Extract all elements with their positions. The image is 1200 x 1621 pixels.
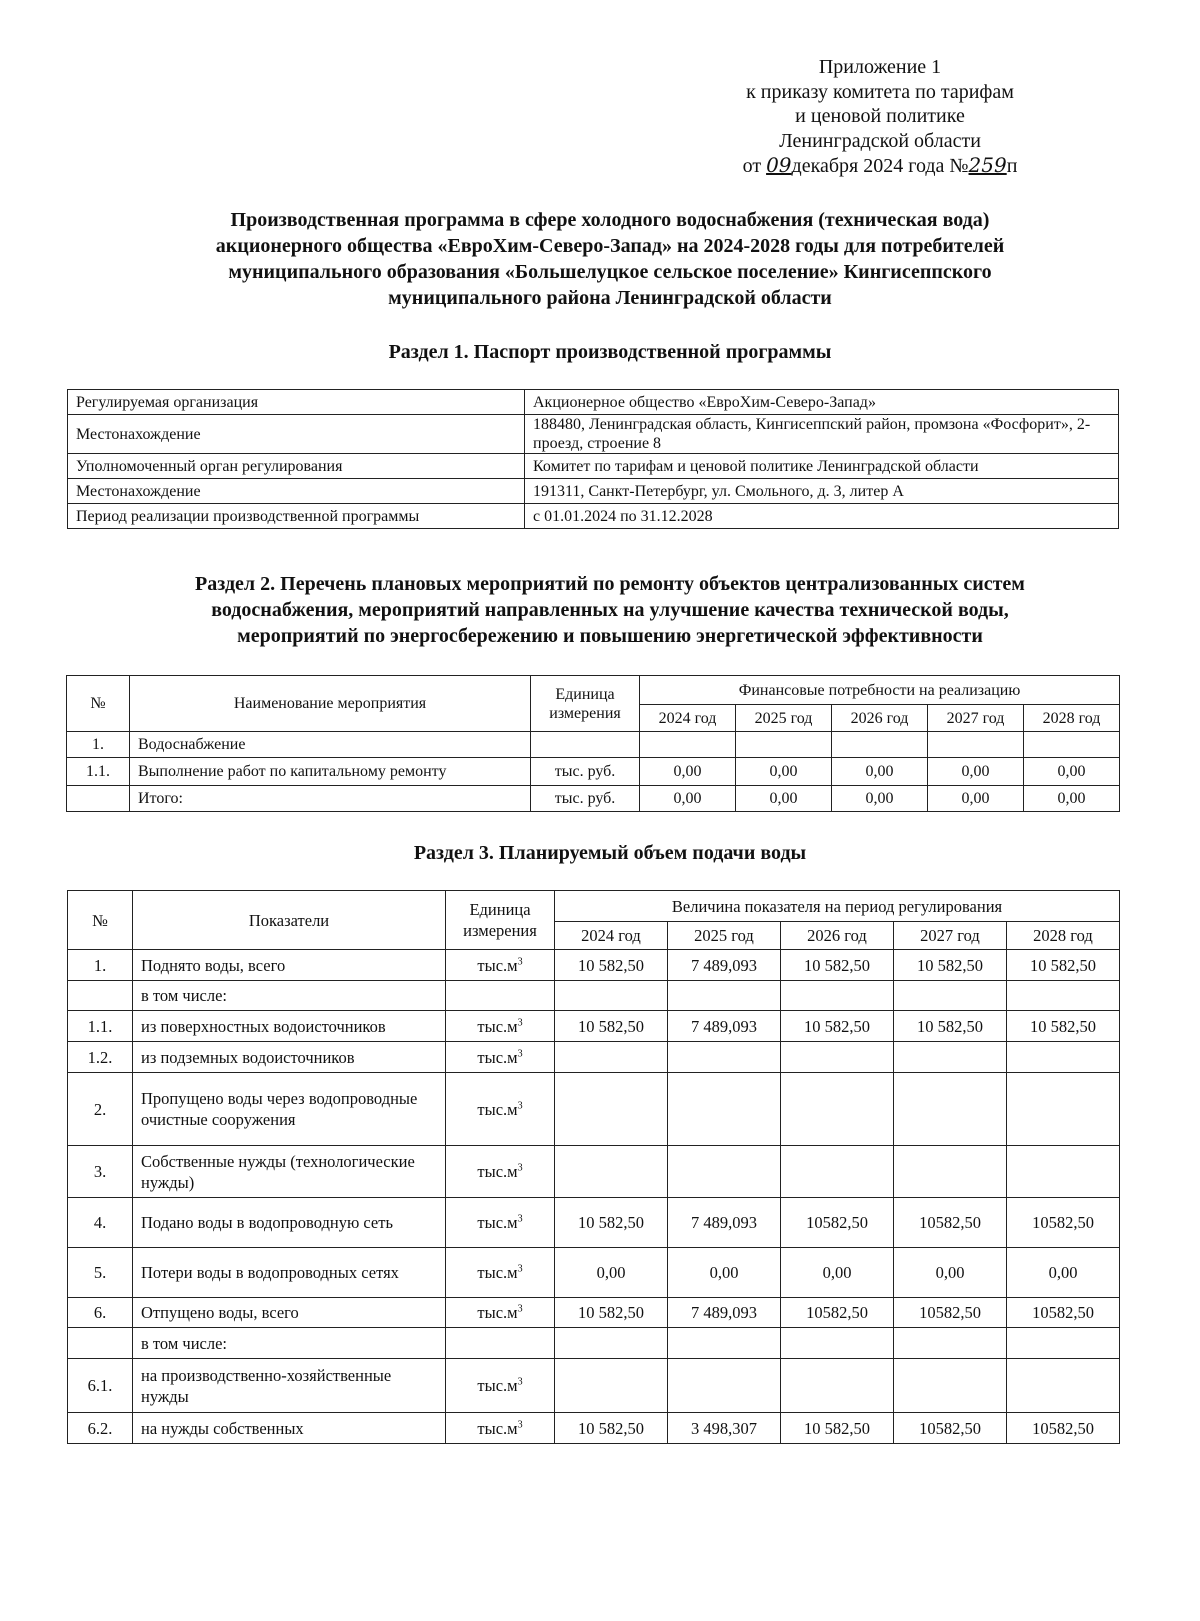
value-cell bbox=[555, 1146, 668, 1198]
value-cell: 10582,50 bbox=[894, 1298, 1007, 1328]
row-number: 3. bbox=[68, 1146, 133, 1198]
row-number: 6. bbox=[68, 1298, 133, 1328]
value-cell: 10 582,50 bbox=[894, 950, 1007, 981]
year-header: 2028 год bbox=[1007, 922, 1120, 950]
passport-label: Период реализации производственной программы bbox=[68, 504, 525, 529]
indicator-name: Потери воды в водопроводных сетях bbox=[133, 1248, 446, 1298]
document-title bbox=[60, 207, 1160, 311]
value-cell: 10582,50 bbox=[1007, 1298, 1120, 1328]
value-cell: 7 489,093 bbox=[668, 1198, 781, 1248]
value-cell bbox=[1007, 1042, 1120, 1073]
value-cell bbox=[555, 981, 668, 1011]
passport-value: с 01.01.2024 по 31.12.2028 bbox=[525, 504, 1119, 529]
value-cell: 0,00 bbox=[640, 786, 736, 812]
year-header: 2024 год bbox=[555, 922, 668, 950]
value-cell bbox=[555, 1073, 668, 1146]
unit-base: тыс.м bbox=[477, 955, 518, 975]
appendix-line-2: к приказу комитета по тарифам bbox=[746, 80, 1014, 103]
passport-label: Регулируемая организация bbox=[68, 390, 525, 415]
value-cell bbox=[781, 981, 894, 1011]
indicator-name: Отпущено воды, всего bbox=[133, 1298, 446, 1328]
value-cell bbox=[894, 1328, 1007, 1359]
row-number: 2. bbox=[68, 1073, 133, 1146]
unit-cell bbox=[446, 1359, 555, 1413]
value-cell: 0,00 bbox=[668, 1248, 781, 1298]
unit-superscript: 3 bbox=[517, 1419, 523, 1430]
passport-value: Комитет по тарифам и ценовой политике Ленинградской области bbox=[525, 454, 1119, 479]
section-3-title: Раздел 3. Планируемый объем подачи воды bbox=[413, 842, 807, 864]
unit-superscript: 3 bbox=[517, 1017, 523, 1028]
value-cell: 7 489,093 bbox=[668, 1298, 781, 1328]
period-header: Величина показателя на период регулирования bbox=[555, 891, 1120, 922]
appendix-line-3: и ценовой политике bbox=[795, 105, 965, 127]
handwritten-number: 259 bbox=[968, 153, 1007, 177]
value-cell bbox=[668, 1359, 781, 1413]
unit-cell bbox=[446, 1146, 555, 1198]
unit-cell bbox=[531, 732, 640, 758]
unit-superscript: 3 bbox=[517, 1100, 523, 1111]
measure-name: Выполнение работ по капитальному ремонту bbox=[130, 758, 531, 786]
date-suffix: п bbox=[1006, 155, 1018, 177]
section-2-title-line-1: Раздел 2. Перечень плановых мероприятий по ремонту объектов централизованных систем bbox=[195, 573, 1025, 595]
row-number: 6.2. bbox=[68, 1413, 133, 1444]
section-2-title-line-2: водоснабжения, мероприятий направленных на улучшение качества технической воды, bbox=[211, 599, 1009, 621]
indicator-name: на производственно-хозяйственные нужды bbox=[133, 1359, 446, 1413]
section-2-title bbox=[60, 571, 1160, 649]
row-number bbox=[67, 786, 130, 812]
year-header: 2027 год bbox=[894, 922, 1007, 950]
unit-base: тыс.м bbox=[477, 1303, 518, 1322]
passport-table bbox=[67, 389, 1119, 529]
value-cell: 0,00 bbox=[832, 786, 928, 812]
passport-row bbox=[68, 415, 1119, 454]
unit-superscript: 3 bbox=[517, 1263, 523, 1275]
table-row bbox=[68, 1073, 1120, 1146]
col-num-header: № bbox=[68, 891, 133, 950]
unit-cell bbox=[446, 1011, 555, 1042]
value-cell: 7 489,093 bbox=[668, 950, 781, 981]
date-middle: декабря 2024 года № bbox=[791, 155, 969, 177]
value-cell: 10582,50 bbox=[781, 1198, 894, 1248]
appendix-line-1: Приложение 1 bbox=[818, 56, 942, 78]
measure-name: Водоснабжение bbox=[130, 732, 531, 758]
passport-row bbox=[68, 479, 1119, 504]
appendix-header bbox=[700, 55, 1060, 179]
value-cell bbox=[668, 1328, 781, 1359]
indicator-name: Собственные нужды (технологические нужды) bbox=[133, 1146, 446, 1198]
value-cell bbox=[928, 732, 1024, 758]
value-cell bbox=[555, 1359, 668, 1413]
unit-cell bbox=[446, 1073, 555, 1146]
indicator-name: в том числе: bbox=[133, 981, 446, 1011]
unit-header-line-1: Единица bbox=[555, 685, 615, 703]
value-cell: 10 582,50 bbox=[1007, 950, 1120, 981]
value-cell: 10 582,50 bbox=[781, 1413, 894, 1444]
value-cell bbox=[555, 1328, 668, 1359]
passport-value: 191311, Санкт-Петербург, ул. Смольного, д. 3, литер А bbox=[525, 479, 1119, 504]
col-name-header: Показатели bbox=[133, 891, 446, 950]
passport-label: Местонахождение bbox=[68, 415, 525, 454]
value-cell: 10 582,50 bbox=[555, 1198, 668, 1248]
value-cell: 0,00 bbox=[736, 758, 832, 786]
value-cell bbox=[781, 1073, 894, 1146]
year-header: 2024 год bbox=[640, 705, 736, 732]
passport-value: Акционерное общество «ЕвроХим-Северо-Запад» bbox=[525, 390, 1119, 415]
year-header: 2025 год bbox=[736, 705, 832, 732]
value-cell: 0,00 bbox=[928, 786, 1024, 812]
value-cell bbox=[1007, 1328, 1120, 1359]
value-cell bbox=[1007, 981, 1120, 1011]
water-volume-table bbox=[67, 890, 1120, 1444]
year-header: 2025 год bbox=[668, 922, 781, 950]
table-row bbox=[68, 1328, 1120, 1359]
value-cell: 10 582,50 bbox=[1007, 1011, 1120, 1042]
value-cell: 10582,50 bbox=[1007, 1413, 1120, 1444]
value-cell: 10582,50 bbox=[894, 1198, 1007, 1248]
row-number: 1.2. bbox=[68, 1042, 133, 1073]
value-cell: 10582,50 bbox=[781, 1298, 894, 1328]
unit-superscript: 3 bbox=[517, 1048, 523, 1059]
value-cell: 10582,50 bbox=[1007, 1198, 1120, 1248]
unit-superscript: 3 bbox=[517, 1376, 523, 1388]
value-cell: 10582,50 bbox=[894, 1413, 1007, 1444]
passport-row bbox=[68, 390, 1119, 415]
handwritten-day: 09 bbox=[766, 153, 792, 177]
table-row bbox=[68, 1198, 1120, 1248]
date-prefix: от bbox=[742, 155, 762, 177]
unit-base: тыс.м bbox=[477, 1016, 518, 1036]
value-cell: 0,00 bbox=[640, 758, 736, 786]
unit-cell bbox=[446, 1248, 555, 1298]
value-cell: 10 582,50 bbox=[555, 1413, 668, 1444]
row-number: 4. bbox=[68, 1198, 133, 1248]
unit-header-line-1: Единица bbox=[469, 900, 531, 919]
value-cell bbox=[781, 1042, 894, 1073]
table-row bbox=[68, 1298, 1120, 1328]
appendix-date-line bbox=[700, 153, 1060, 179]
table-row bbox=[67, 758, 1120, 786]
passport-row bbox=[68, 504, 1119, 529]
value-cell: 7 489,093 bbox=[668, 1011, 781, 1042]
value-cell: 0,00 bbox=[1007, 1248, 1120, 1298]
unit-base: тыс.м bbox=[477, 1418, 518, 1438]
value-cell bbox=[894, 1359, 1007, 1413]
row-number bbox=[68, 1328, 133, 1359]
value-cell bbox=[668, 981, 781, 1011]
indicator-name: на нужды собственных bbox=[133, 1413, 446, 1444]
year-header: 2026 год bbox=[832, 705, 928, 732]
value-cell bbox=[781, 1146, 894, 1198]
value-cell bbox=[668, 1146, 781, 1198]
passport-label: Уполномоченный орган регулирования bbox=[68, 454, 525, 479]
unit-superscript: 3 bbox=[517, 1213, 523, 1225]
unit-cell bbox=[446, 1298, 555, 1328]
table-row bbox=[68, 1359, 1120, 1413]
row-number: 1.1. bbox=[67, 758, 130, 786]
col-unit-header bbox=[531, 676, 640, 732]
value-cell bbox=[781, 1328, 894, 1359]
passport-label: Местонахождение bbox=[68, 479, 525, 504]
value-cell: 10 582,50 bbox=[555, 950, 668, 981]
value-cell: 10 582,50 bbox=[781, 950, 894, 981]
unit-base: тыс.м bbox=[477, 1099, 518, 1119]
unit-header-line-2: измерения bbox=[463, 921, 537, 940]
passport-value: 188480, Ленинградская область, Кингисеппский район, промзона «Фосфорит», 2-проезд, строение 8 bbox=[525, 415, 1119, 454]
row-number: 6.1. bbox=[68, 1359, 133, 1413]
measures-table bbox=[66, 675, 1120, 812]
table-row bbox=[68, 981, 1120, 1011]
unit-header-line-2: измерения bbox=[549, 704, 621, 722]
row-number: 1. bbox=[68, 950, 133, 981]
value-cell: 0,00 bbox=[832, 758, 928, 786]
table-row bbox=[68, 1146, 1120, 1198]
value-cell bbox=[1007, 1073, 1120, 1146]
col-unit-header bbox=[446, 891, 555, 950]
value-cell bbox=[1024, 732, 1120, 758]
value-cell bbox=[555, 1042, 668, 1073]
value-cell bbox=[736, 732, 832, 758]
title-line-4: муниципального района Ленинградской области bbox=[388, 287, 832, 309]
value-cell: 10 582,50 bbox=[894, 1011, 1007, 1042]
unit-cell bbox=[446, 1198, 555, 1248]
value-cell: 10 582,50 bbox=[555, 1298, 668, 1328]
value-cell bbox=[640, 732, 736, 758]
year-header: 2027 год bbox=[928, 705, 1024, 732]
value-cell: 10 582,50 bbox=[555, 1011, 668, 1042]
year-header: 2026 год bbox=[781, 922, 894, 950]
unit-base: тыс.м bbox=[477, 1263, 518, 1282]
indicator-name: из подземных водоисточников bbox=[133, 1042, 446, 1073]
passport-row bbox=[68, 454, 1119, 479]
year-header: 2028 год bbox=[1024, 705, 1120, 732]
row-number: 5. bbox=[68, 1248, 133, 1298]
unit-cell bbox=[446, 1328, 555, 1359]
indicator-name: в том числе: bbox=[133, 1328, 446, 1359]
title-line-3: муниципального образования «Большелуцкое сельское поселение» Кингисеппского bbox=[228, 261, 992, 283]
value-cell: 0,00 bbox=[1024, 786, 1120, 812]
indicator-name: Подано воды в водопроводную сеть bbox=[133, 1198, 446, 1248]
unit-cell bbox=[446, 950, 555, 981]
row-number: 1.1. bbox=[68, 1011, 133, 1042]
value-cell: 3 498,307 bbox=[668, 1413, 781, 1444]
unit-base: тыс.м bbox=[477, 1047, 518, 1067]
unit-base: тыс.м bbox=[477, 1213, 518, 1232]
title-line-2: акционерного общества «ЕвроХим-Северо-Запад» на 2024-2028 годы для потребителей bbox=[215, 235, 1005, 257]
unit-superscript: 3 bbox=[517, 1162, 523, 1174]
table-row bbox=[68, 950, 1120, 981]
value-cell bbox=[894, 981, 1007, 1011]
col-name-header: Наименование мероприятия bbox=[130, 676, 531, 732]
value-cell: 0,00 bbox=[736, 786, 832, 812]
value-cell: 0,00 bbox=[894, 1248, 1007, 1298]
title-line-1: Производственная программа в сфере холодного водоснабжения (техническая вода) bbox=[230, 209, 990, 231]
value-cell: 0,00 bbox=[555, 1248, 668, 1298]
value-cell bbox=[1007, 1359, 1120, 1413]
indicator-name: Пропущено воды через водопроводные очистные сооружения bbox=[133, 1073, 446, 1146]
unit-cell bbox=[446, 1413, 555, 1444]
unit-superscript: 3 bbox=[517, 1303, 523, 1315]
value-cell bbox=[668, 1073, 781, 1146]
value-cell: 0,00 bbox=[1024, 758, 1120, 786]
value-cell bbox=[832, 732, 928, 758]
section-2-title-line-3: мероприятий по энергосбережению и повышению энергетической эффективности bbox=[237, 625, 983, 647]
row-number bbox=[68, 981, 133, 1011]
value-cell bbox=[1007, 1146, 1120, 1198]
indicator-name: из поверхностных водоисточников bbox=[133, 1011, 446, 1042]
measure-name: Итого: bbox=[130, 786, 531, 812]
table-row bbox=[67, 786, 1120, 812]
value-cell: 10 582,50 bbox=[781, 1011, 894, 1042]
value-cell bbox=[894, 1042, 1007, 1073]
finance-header: Финансовые потребности на реализацию bbox=[640, 676, 1120, 705]
unit-cell: тыс. руб. bbox=[531, 758, 640, 786]
value-cell bbox=[894, 1073, 1007, 1146]
indicator-name: Поднято воды, всего bbox=[133, 950, 446, 981]
unit-base: тыс.м bbox=[477, 1162, 518, 1181]
value-cell: 0,00 bbox=[928, 758, 1024, 786]
unit-cell bbox=[446, 1042, 555, 1073]
value-cell bbox=[781, 1359, 894, 1413]
col-num-header: № bbox=[67, 676, 130, 732]
unit-cell bbox=[446, 981, 555, 1011]
table-row bbox=[68, 1011, 1120, 1042]
table-row bbox=[68, 1042, 1120, 1073]
table-row bbox=[68, 1248, 1120, 1298]
unit-superscript: 3 bbox=[517, 956, 523, 967]
row-number: 1. bbox=[67, 732, 130, 758]
value-cell: 0,00 bbox=[781, 1248, 894, 1298]
unit-base: тыс.м bbox=[477, 1376, 518, 1395]
appendix-line-4: Ленинградской области bbox=[779, 129, 981, 152]
table-row bbox=[67, 732, 1120, 758]
value-cell bbox=[668, 1042, 781, 1073]
table-row bbox=[68, 1413, 1120, 1444]
unit-cell: тыс. руб. bbox=[531, 786, 640, 812]
value-cell bbox=[894, 1146, 1007, 1198]
section-1-title: Раздел 1. Паспорт производственной программы bbox=[388, 341, 832, 363]
